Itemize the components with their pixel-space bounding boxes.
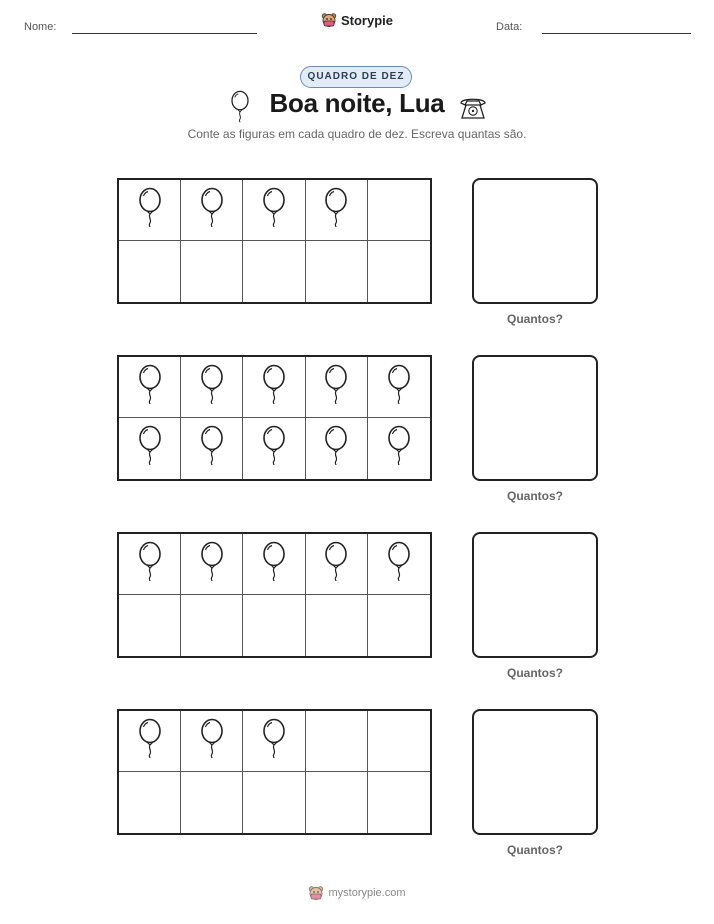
- ten-frame-cell: [119, 711, 181, 772]
- balloon-icon: [197, 187, 227, 229]
- ten-frame-cell: [119, 595, 181, 656]
- balloon-icon: [259, 718, 289, 760]
- ten-frame-cell: [119, 772, 181, 833]
- answer-box[interactable]: [472, 178, 598, 304]
- ten-frame-cell: [368, 772, 430, 833]
- balloon-icon: [135, 541, 165, 583]
- answer-box[interactable]: [472, 532, 598, 658]
- date-label: Data:: [496, 21, 523, 33]
- bear-mascot-icon: [321, 12, 337, 28]
- ten-frame: [117, 355, 432, 481]
- balloon-icon: [197, 541, 227, 583]
- balloon-icon: [321, 187, 351, 229]
- ten-frame-cell: [368, 534, 430, 595]
- ten-frame-cell: [181, 534, 243, 595]
- balloon-icon: [384, 425, 414, 467]
- ten-frame-cell: [243, 241, 305, 302]
- ten-frame-cell: [368, 711, 430, 772]
- ten-frame-cell: [181, 772, 243, 833]
- worksheet-badge: QUADRO DE DEZ: [300, 66, 412, 88]
- ten-frame-cell: [306, 772, 368, 833]
- ten-frame-cell: [119, 418, 181, 479]
- ten-frame-cell: [243, 418, 305, 479]
- ten-frame-cell: [306, 241, 368, 302]
- balloon-icon: [321, 425, 351, 467]
- ten-frame-cell: [181, 180, 243, 241]
- ten-frame-cell: [306, 595, 368, 656]
- ten-frame: [117, 709, 432, 835]
- balloon-icon: [321, 541, 351, 583]
- instructions: Conte as figuras em cada quadro de dez. Escreva quantas são.: [187, 127, 527, 141]
- balloon-icon: [384, 364, 414, 406]
- answer-label: Quantos?: [507, 312, 563, 326]
- balloon-icon: [384, 541, 414, 583]
- ten-frame-cell: [243, 772, 305, 833]
- answer-label: Quantos?: [507, 843, 563, 857]
- ten-frame: [117, 178, 432, 304]
- ten-frame-cell: [368, 241, 430, 302]
- ten-frame-cell: [181, 418, 243, 479]
- ten-frame-cell: [368, 357, 430, 418]
- balloon-icon: [135, 187, 165, 229]
- bear-mascot-icon: [308, 885, 324, 901]
- ten-frame-cell: [119, 241, 181, 302]
- ten-frame-cell: [119, 180, 181, 241]
- balloon-icon: [135, 718, 165, 760]
- telephone-icon: [458, 95, 488, 121]
- answer-label: Quantos?: [507, 666, 563, 680]
- balloon-icon: [259, 187, 289, 229]
- balloon-icon: [259, 541, 289, 583]
- answer-label: Quantos?: [507, 489, 563, 503]
- page-title: Boa noite, Lua: [269, 88, 445, 118]
- balloon-icon: [197, 718, 227, 760]
- ten-frame-cell: [119, 534, 181, 595]
- ten-frame-cell: [181, 595, 243, 656]
- ten-frame-cell: [181, 711, 243, 772]
- ten-frame-cell: [306, 180, 368, 241]
- name-label: Nome:: [24, 21, 57, 33]
- ten-frame-cell: [243, 357, 305, 418]
- ten-frame-cell: [306, 357, 368, 418]
- balloon-icon: [259, 364, 289, 406]
- ten-frame-cell: [243, 180, 305, 241]
- ten-frame-cell: [181, 241, 243, 302]
- balloon-icon: [197, 425, 227, 467]
- ten-frame-cell: [368, 180, 430, 241]
- balloon-icon: [135, 425, 165, 467]
- footer-site: mystorypie.com: [328, 887, 406, 899]
- ten-frame: [117, 532, 432, 658]
- ten-frame-cell: [368, 595, 430, 656]
- date-line: [542, 33, 691, 34]
- footer: [0, 885, 714, 904]
- ten-frame-cell: [243, 711, 305, 772]
- brand-name: Storypie: [340, 12, 393, 28]
- answer-box[interactable]: [472, 709, 598, 835]
- balloon-icon: [321, 364, 351, 406]
- ten-frame-cell: [243, 595, 305, 656]
- balloon-icon: [259, 425, 289, 467]
- ten-frame-cell: [181, 357, 243, 418]
- balloon-icon: [197, 364, 227, 406]
- ten-frame-cell: [306, 418, 368, 479]
- ten-frame-cell: [243, 534, 305, 595]
- balloon-icon: [135, 364, 165, 406]
- name-line: [72, 33, 257, 34]
- ten-frame-cell: [306, 711, 368, 772]
- answer-box[interactable]: [472, 355, 598, 481]
- ten-frame-cell: [368, 418, 430, 479]
- ten-frame-cell: [119, 357, 181, 418]
- brand: [0, 12, 714, 33]
- ten-frame-cell: [306, 534, 368, 595]
